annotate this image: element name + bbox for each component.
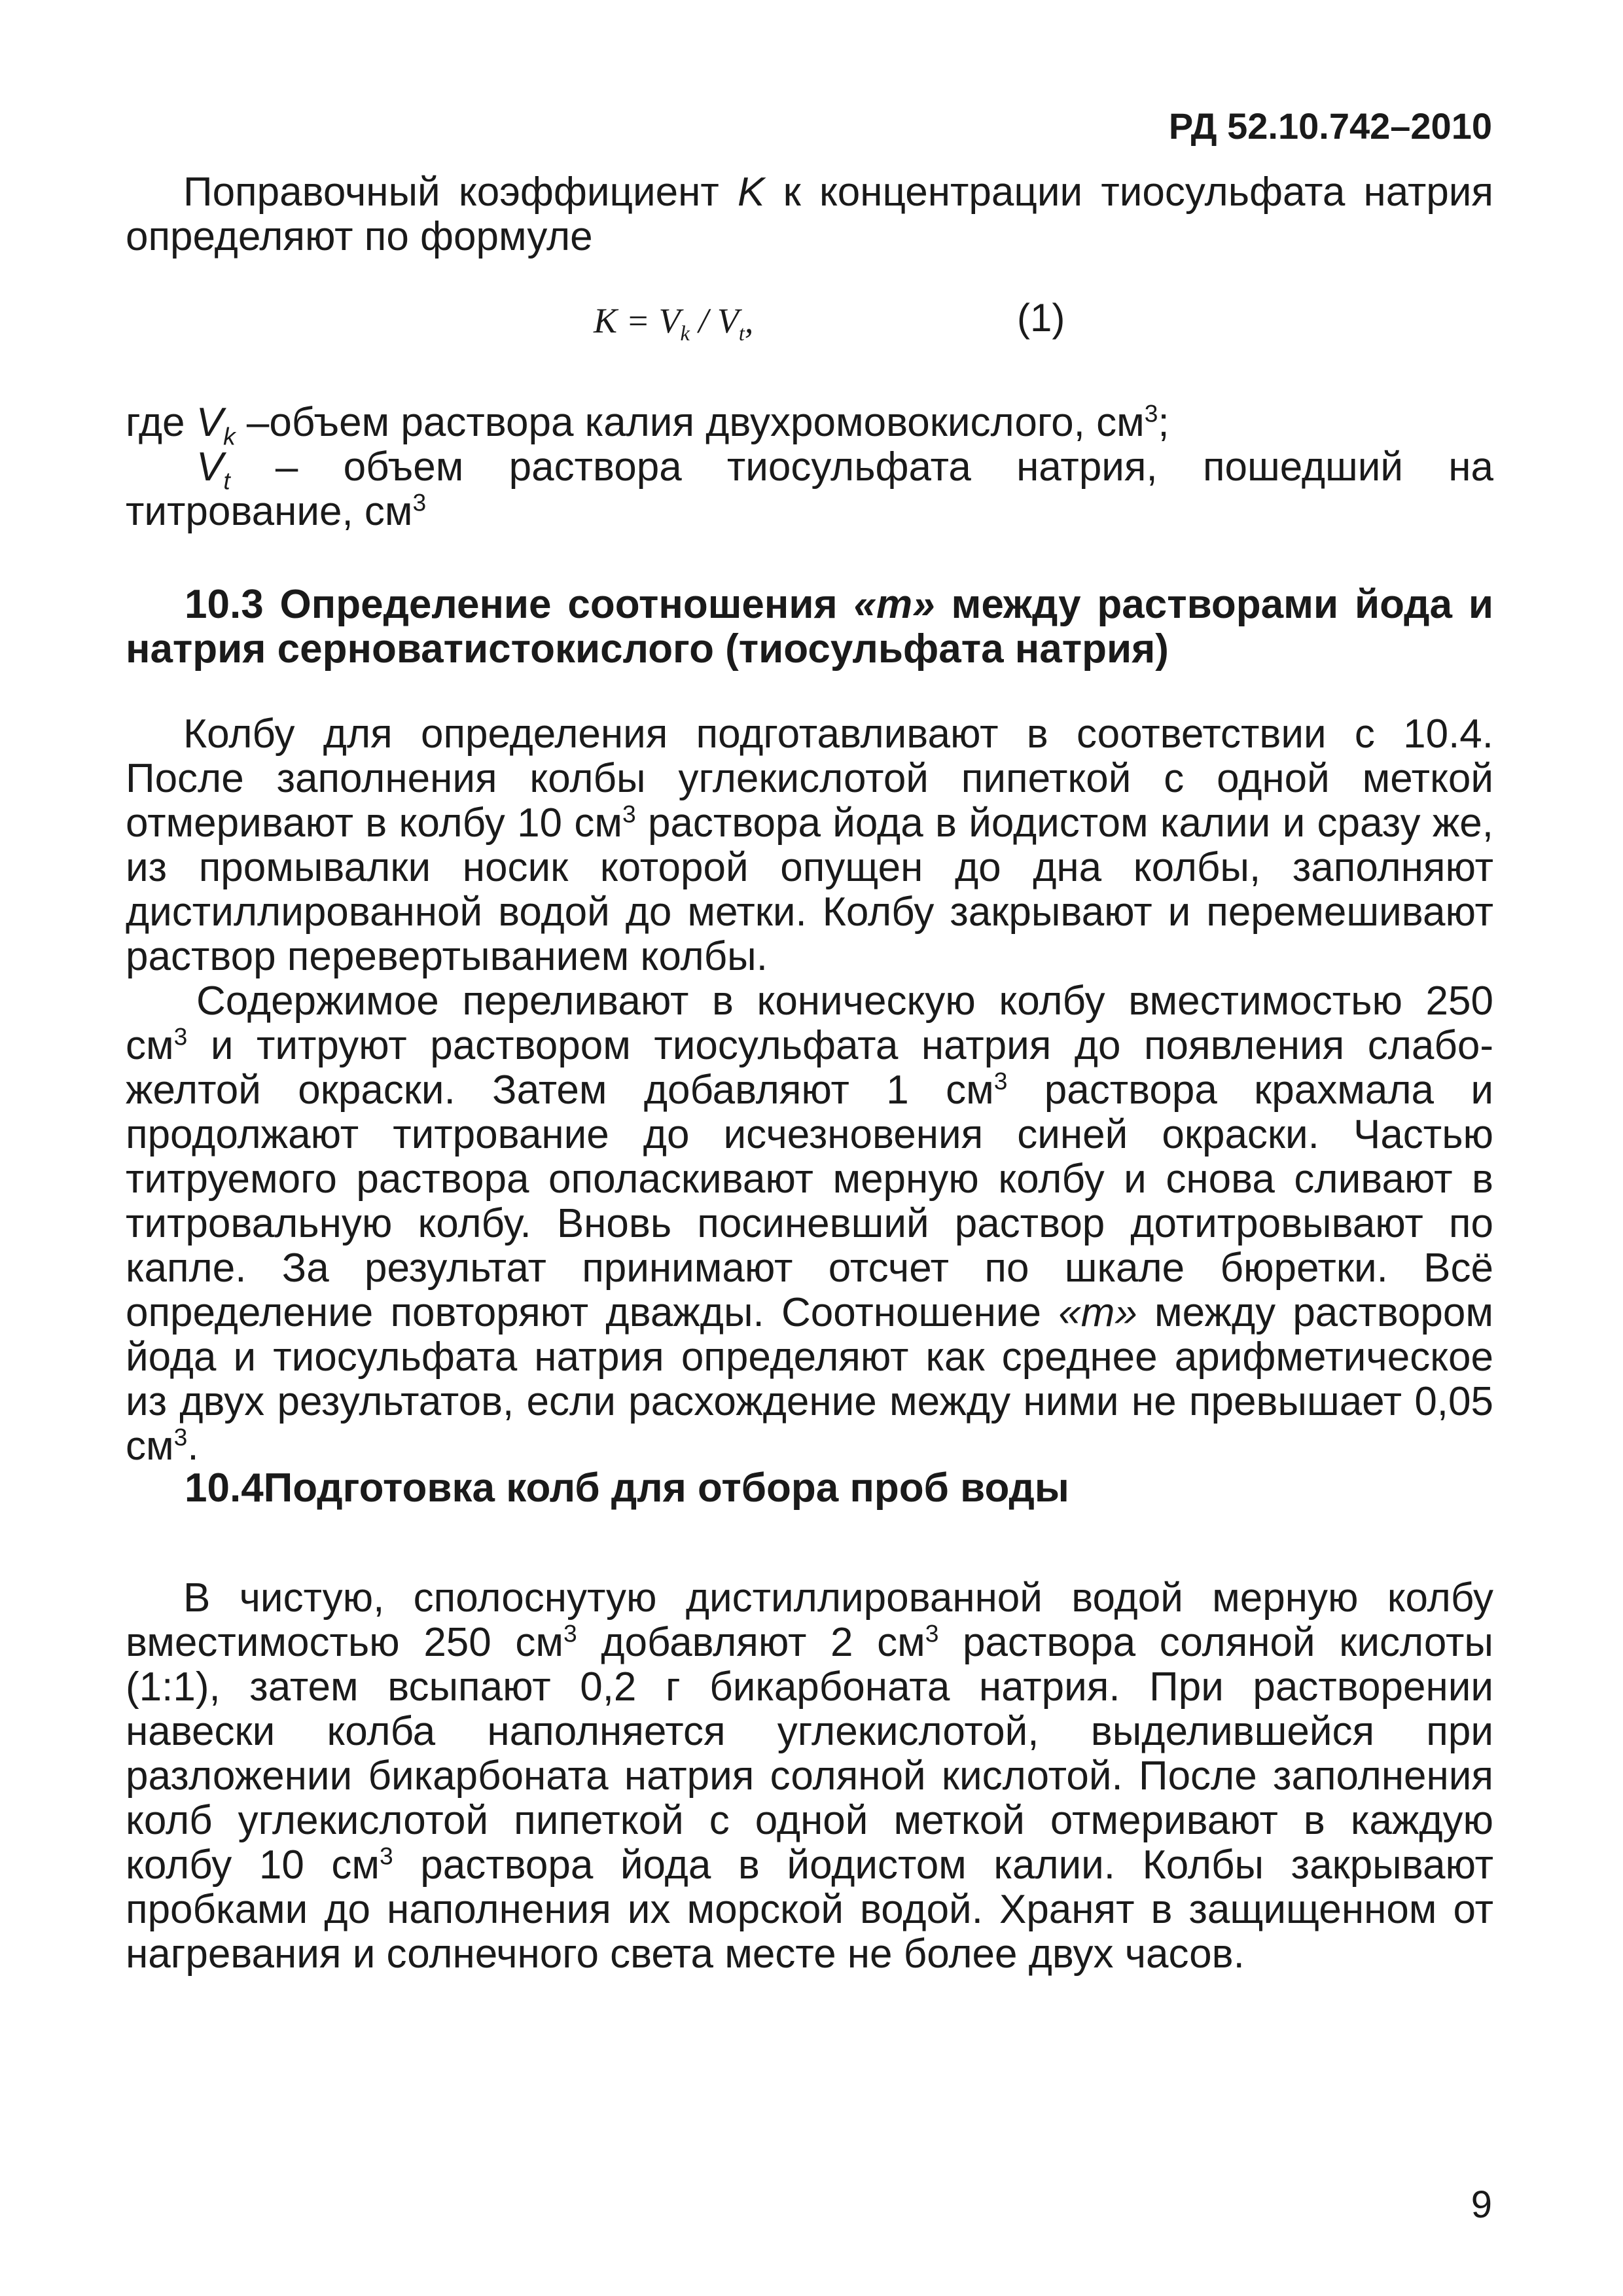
section-10-3-title-m: «m»: [853, 582, 935, 627]
where-line-2: [126, 445, 1493, 534]
p2-text-a: Содержимое переливают в коническую колбу вместимостью 250 см: [126, 978, 1493, 1068]
s4-sup-1: 3: [563, 1619, 577, 1647]
where-prefix: где: [126, 400, 196, 445]
section-10-3-number: 10.3: [185, 582, 264, 627]
where-block: [126, 401, 1493, 534]
intro-paragraph: [126, 170, 1493, 259]
s4-text-b: добавляют 2 см: [577, 1620, 925, 1665]
document-code: РД 52.10.742–2010: [1168, 105, 1492, 147]
p2-sup-3: 3: [173, 1423, 188, 1451]
s4-text-c: раствора соляной кислоты (1:1), затем всыпают 0,2 г бикарбоната натрия. При растворении навески колба наполняется углекислотой, выделившейся при разложении бикарбоната натрия соляной кислотой. После заполнения колб углекислотой пипеткой с одной меткой отмеривают в каждую колбу 10 см: [126, 1620, 1493, 1888]
intro-text-a: Поправочный коэффициент: [183, 170, 738, 215]
formula-expression: [594, 298, 754, 346]
formula-sub-t: t: [738, 321, 745, 346]
section-10-4-body: [126, 1576, 1493, 1977]
p2-sup-1: 3: [173, 1022, 188, 1050]
section-10-4-title: Подготовка колб для отбора проб воды: [263, 1465, 1069, 1511]
p2-text-c: раствора крахмала и продолжают титрование до исчезновения синей окраски. Частью титруемого раствора ополаскивают мерную колбу и снова сливают в титровальную колбу. Вновь посиневший раствор дотитровывают по капле. За результат принимают отсчет по шкале бюретки. Всё определение повторяют дважды. Соотношение: [126, 1067, 1493, 1335]
formula-row: [126, 296, 1493, 348]
p2-sup-2: 3: [993, 1067, 1008, 1095]
s4-sup-3: 3: [380, 1842, 393, 1870]
p2-text-d: между раствором йода и тиосульфата натрия определяют как среднее арифметическое из двух результатов, если расхождение между ними не превышает 0,05 см: [126, 1290, 1494, 1469]
formula-part-a: K = V: [594, 301, 681, 340]
section-10-3-title-b: между растворами йода и натрия серноватистокислого (тиосульфата натрия): [126, 582, 1493, 672]
where-sup-2: 3: [412, 488, 427, 516]
where-text-2: – объем раствора тиосульфата натрия, пошедший на титрование, см: [126, 444, 1493, 534]
formula-tail: ,: [744, 301, 754, 340]
s4-sup-2: 3: [925, 1619, 939, 1647]
where-var-vt: V: [196, 444, 224, 490]
formula-sub-k: k: [680, 321, 690, 346]
s4-text-d: раствора йода в йодистом калии. Колбы закрывают пробками до наполнения их морской водой. Хранят в защищенном от нагревания и солнечного света месте не более двух часов.: [126, 1842, 1494, 1977]
formula-number: (1): [1017, 296, 1065, 340]
section-10-3-heading: [126, 583, 1493, 672]
intro-var-k: K: [738, 170, 765, 215]
section-10-3-paragraph-2: [126, 979, 1493, 1469]
p1-text-b: раствора йода в йодистом калии и сразу же, из промывалки носик которой опущен до дна колбы, заполняют дистиллированной водой до метки. Колбу закрывают и перемешивают раствор перевертыванием колбы.: [126, 800, 1493, 979]
where-line-1: [126, 399, 1493, 450]
where-end-1: ;: [1158, 400, 1169, 445]
p2-text-b: и титруют раствором тиосульфата натрия до появления слабо-желтой окраски. Затем добавляют 1 см: [126, 1023, 1493, 1113]
where-sup-1: 3: [1144, 399, 1158, 427]
s4-text-a: В чистую, сполоснутую дистиллированной водой мерную колбу вместимостью 250 см: [126, 1575, 1493, 1665]
where-sub-t: t: [223, 467, 230, 495]
formula-part-b: / V: [689, 301, 739, 340]
section-10-4-number: 10.4: [185, 1465, 264, 1511]
section-10-3-paragraph-1: [126, 712, 1493, 979]
where-var-vk: V: [196, 400, 224, 445]
section-10-4-heading: [126, 1466, 1493, 1511]
p1-sup: 3: [622, 800, 636, 828]
where-text-1: –объем раствора калия двухромовокислого, см: [235, 400, 1145, 445]
page-number: 9: [1471, 2183, 1492, 2226]
where-sub-k: k: [223, 422, 236, 450]
p2-m: «m»: [1058, 1290, 1137, 1335]
section-10-4-paragraph-1: [126, 1576, 1493, 1977]
section-10-3-title-a: Определение соотношения: [263, 582, 854, 627]
p1-text-a: Колбу для определения подготавливают в соответствии с 10.4. После заполнения колбы углекислотой пипеткой с одной меткой отмеривают в колбу 10 см: [126, 711, 1493, 846]
section-10-3-body: [126, 712, 1493, 1469]
p2-text-e: .: [187, 1424, 199, 1469]
intro-text-b: к концентрации тиосульфата натрия определяют по формуле: [126, 170, 1494, 259]
